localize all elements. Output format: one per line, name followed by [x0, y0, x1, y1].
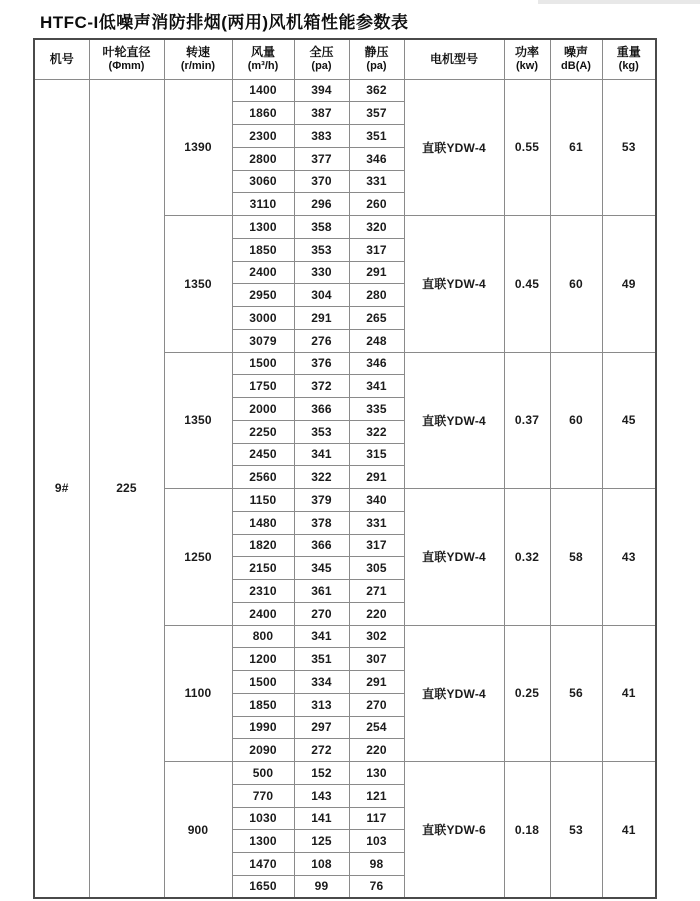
airflow-cell: 500 [232, 762, 294, 785]
static-pressure-cell: 220 [349, 739, 404, 762]
total-pressure-cell: 125 [294, 830, 349, 853]
static-pressure-cell: 320 [349, 216, 404, 239]
header-label: 重量 [616, 44, 641, 59]
header-label: 全压 [309, 44, 334, 59]
header-unit: (pa) [366, 59, 387, 72]
total-pressure-cell: 322 [294, 466, 349, 489]
static-pressure-cell: 346 [349, 147, 404, 170]
motor-model-cell: 直联YDW-4 [404, 489, 504, 626]
total-pressure-cell: 353 [294, 238, 349, 261]
airflow-cell: 2150 [232, 557, 294, 580]
weight-cell: 43 [602, 489, 656, 626]
total-pressure-cell: 351 [294, 648, 349, 671]
noise-cell: 60 [550, 352, 602, 489]
table-header [34, 39, 656, 79]
airflow-cell: 1470 [232, 853, 294, 876]
airflow-cell: 2400 [232, 602, 294, 625]
static-pressure-cell: 317 [349, 238, 404, 261]
static-pressure-cell: 346 [349, 352, 404, 375]
scan-artifact-strip [538, 0, 700, 4]
total-pressure-cell: 366 [294, 534, 349, 557]
static-pressure-cell: 280 [349, 284, 404, 307]
header-label: 电机型号 [429, 51, 478, 66]
motor-model-cell: 直联YDW-6 [404, 762, 504, 899]
total-pressure-cell: 341 [294, 625, 349, 648]
machine-no-cell: 9# [34, 79, 89, 898]
total-pressure-cell: 383 [294, 125, 349, 148]
power-cell: 0.32 [504, 489, 550, 626]
total-pressure-cell: 291 [294, 307, 349, 330]
static-pressure-cell: 331 [349, 170, 404, 193]
noise-cell: 53 [550, 762, 602, 899]
airflow-cell: 1480 [232, 511, 294, 534]
header-weight [602, 39, 656, 79]
speed-cell: 900 [164, 762, 232, 899]
total-pressure-cell: 376 [294, 352, 349, 375]
weight-cell: 45 [602, 352, 656, 489]
header-label: 噪声 [563, 44, 588, 59]
weight-cell: 53 [602, 79, 656, 216]
total-pressure-cell: 152 [294, 762, 349, 785]
total-pressure-cell: 370 [294, 170, 349, 193]
airflow-cell: 1030 [232, 807, 294, 830]
header-machine-no [34, 39, 89, 79]
airflow-cell: 1500 [232, 671, 294, 694]
static-pressure-cell: 271 [349, 580, 404, 603]
noise-cell: 61 [550, 79, 602, 216]
airflow-cell: 1820 [232, 534, 294, 557]
header-static-pressure [349, 39, 404, 79]
header-motor-model [404, 39, 504, 79]
header-unit: (kg) [618, 59, 639, 72]
total-pressure-cell: 276 [294, 329, 349, 352]
static-pressure-cell: 305 [349, 557, 404, 580]
power-cell: 0.55 [504, 79, 550, 216]
airflow-cell: 3000 [232, 307, 294, 330]
airflow-cell: 2090 [232, 739, 294, 762]
airflow-cell: 1990 [232, 716, 294, 739]
header-airflow [232, 39, 294, 79]
static-pressure-cell: 302 [349, 625, 404, 648]
total-pressure-cell: 143 [294, 784, 349, 807]
total-pressure-cell: 313 [294, 693, 349, 716]
total-pressure-cell: 394 [294, 79, 349, 102]
total-pressure-cell: 304 [294, 284, 349, 307]
static-pressure-cell: 265 [349, 307, 404, 330]
static-pressure-cell: 322 [349, 420, 404, 443]
header-impeller-diameter [89, 39, 164, 79]
impeller-diameter-cell: 225 [89, 79, 164, 898]
weight-cell: 41 [602, 762, 656, 899]
airflow-cell: 2450 [232, 443, 294, 466]
static-pressure-cell: 291 [349, 466, 404, 489]
noise-cell: 60 [550, 216, 602, 353]
power-cell: 0.25 [504, 625, 550, 762]
static-pressure-cell: 331 [349, 511, 404, 534]
total-pressure-cell: 341 [294, 443, 349, 466]
speed-cell: 1390 [164, 79, 232, 216]
motor-model-cell: 直联YDW-4 [404, 625, 504, 762]
static-pressure-cell: 103 [349, 830, 404, 853]
header-noise [550, 39, 602, 79]
static-pressure-cell: 98 [349, 853, 404, 876]
header-unit: (pa) [311, 59, 332, 72]
motor-model-cell: 直联YDW-4 [404, 216, 504, 353]
airflow-cell: 2300 [232, 125, 294, 148]
static-pressure-cell: 130 [349, 762, 404, 785]
static-pressure-cell: 220 [349, 602, 404, 625]
static-pressure-cell: 291 [349, 261, 404, 284]
airflow-cell: 2950 [232, 284, 294, 307]
total-pressure-cell: 377 [294, 147, 349, 170]
total-pressure-cell: 366 [294, 398, 349, 421]
airflow-cell: 2000 [232, 398, 294, 421]
header-label: 机号 [49, 51, 74, 66]
total-pressure-cell: 297 [294, 716, 349, 739]
header-unit: (kw) [516, 59, 538, 72]
airflow-cell: 1150 [232, 489, 294, 512]
static-pressure-cell: 317 [349, 534, 404, 557]
header-power [504, 39, 550, 79]
airflow-cell: 800 [232, 625, 294, 648]
total-pressure-cell: 108 [294, 853, 349, 876]
power-cell: 0.45 [504, 216, 550, 353]
static-pressure-cell: 362 [349, 79, 404, 102]
header-speed [164, 39, 232, 79]
header-unit: (Φmm) [108, 59, 145, 72]
static-pressure-cell: 254 [349, 716, 404, 739]
airflow-cell: 1650 [232, 875, 294, 898]
airflow-cell: 1300 [232, 216, 294, 239]
total-pressure-cell: 334 [294, 671, 349, 694]
airflow-cell: 3060 [232, 170, 294, 193]
static-pressure-cell: 341 [349, 375, 404, 398]
total-pressure-cell: 296 [294, 193, 349, 216]
total-pressure-cell: 378 [294, 511, 349, 534]
airflow-cell: 3110 [232, 193, 294, 216]
speed-cell: 1250 [164, 489, 232, 626]
speed-cell: 1350 [164, 352, 232, 489]
table-row [34, 79, 656, 102]
noise-cell: 58 [550, 489, 602, 626]
power-cell: 0.37 [504, 352, 550, 489]
total-pressure-cell: 353 [294, 420, 349, 443]
header-unit: (m³/h) [247, 59, 279, 72]
motor-model-cell: 直联YDW-4 [404, 79, 504, 216]
static-pressure-cell: 291 [349, 671, 404, 694]
airflow-cell: 2800 [232, 147, 294, 170]
header-label: 叶轮直径 [102, 44, 151, 59]
total-pressure-cell: 270 [294, 602, 349, 625]
airflow-cell: 1400 [232, 79, 294, 102]
total-pressure-cell: 372 [294, 375, 349, 398]
total-pressure-cell: 330 [294, 261, 349, 284]
static-pressure-cell: 117 [349, 807, 404, 830]
airflow-cell: 1850 [232, 693, 294, 716]
airflow-cell: 1750 [232, 375, 294, 398]
static-pressure-cell: 340 [349, 489, 404, 512]
total-pressure-cell: 361 [294, 580, 349, 603]
header-unit: (r/min) [180, 59, 216, 72]
airflow-cell: 2250 [232, 420, 294, 443]
fan-performance-table [33, 38, 657, 899]
static-pressure-cell: 307 [349, 648, 404, 671]
airflow-cell: 2310 [232, 580, 294, 603]
weight-cell: 41 [602, 625, 656, 762]
motor-model-cell: 直联YDW-4 [404, 352, 504, 489]
static-pressure-cell: 76 [349, 875, 404, 898]
static-pressure-cell: 260 [349, 193, 404, 216]
static-pressure-cell: 357 [349, 102, 404, 125]
static-pressure-cell: 335 [349, 398, 404, 421]
airflow-cell: 1500 [232, 352, 294, 375]
page-title: HTFC-I低噪声消防排烟(两用)风机箱性能参数表 [40, 13, 409, 32]
noise-cell: 56 [550, 625, 602, 762]
header-label: 功率 [514, 44, 539, 59]
airflow-cell: 3079 [232, 329, 294, 352]
total-pressure-cell: 358 [294, 216, 349, 239]
static-pressure-cell: 248 [349, 329, 404, 352]
static-pressure-cell: 270 [349, 693, 404, 716]
static-pressure-cell: 315 [349, 443, 404, 466]
total-pressure-cell: 387 [294, 102, 349, 125]
header-label: 风量 [250, 44, 275, 59]
total-pressure-cell: 141 [294, 807, 349, 830]
static-pressure-cell: 351 [349, 125, 404, 148]
header-row [34, 39, 656, 79]
airflow-cell: 1300 [232, 830, 294, 853]
weight-cell: 49 [602, 216, 656, 353]
airflow-cell: 1850 [232, 238, 294, 261]
airflow-cell: 2560 [232, 466, 294, 489]
total-pressure-cell: 272 [294, 739, 349, 762]
total-pressure-cell: 345 [294, 557, 349, 580]
total-pressure-cell: 99 [294, 875, 349, 898]
airflow-cell: 1860 [232, 102, 294, 125]
header-unit: dB(A) [561, 59, 591, 72]
header-total-pressure [294, 39, 349, 79]
table-body [34, 79, 656, 898]
static-pressure-cell: 121 [349, 784, 404, 807]
total-pressure-cell: 379 [294, 489, 349, 512]
speed-cell: 1100 [164, 625, 232, 762]
speed-cell: 1350 [164, 216, 232, 353]
power-cell: 0.18 [504, 762, 550, 899]
header-label: 转速 [185, 44, 210, 59]
airflow-cell: 1200 [232, 648, 294, 671]
airflow-cell: 2400 [232, 261, 294, 284]
airflow-cell: 770 [232, 784, 294, 807]
header-label: 静压 [364, 44, 389, 59]
